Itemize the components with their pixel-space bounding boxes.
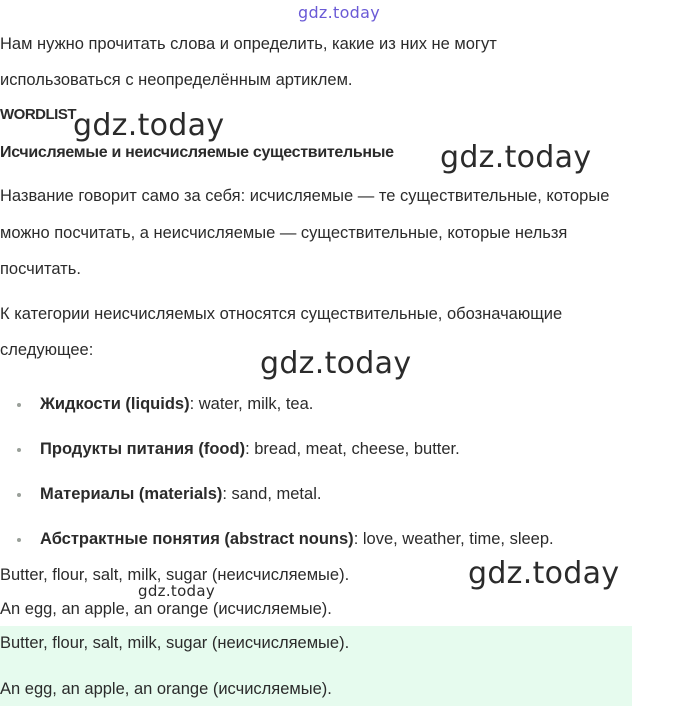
watermark-3: gdz.today	[260, 346, 412, 381]
intro-line-2: использоваться с неопределённым артиклем.	[0, 71, 353, 89]
answer-countable: An egg, an apple, an orange (исчисляемые).	[0, 600, 332, 618]
bullet-icon	[17, 403, 21, 407]
bullet-icon	[17, 538, 21, 542]
category-examples: : water, milk, tea.	[189, 395, 314, 413]
watermark-5: gdz.today	[138, 582, 216, 600]
category-examples: : sand, metal.	[222, 485, 322, 503]
categories-intro-line-1: К категории неисчисляемых относятся существительные, обозначающие	[0, 305, 563, 323]
category-term: Жидкости (liquids)	[40, 395, 190, 413]
list-item	[0, 472, 680, 517]
watermark-4: gdz.today	[468, 556, 620, 591]
categories-list	[0, 382, 680, 562]
highlighted-answer-countable: An egg, an apple, an orange (исчисляемые).	[0, 680, 332, 698]
definition-line-3: посчитать.	[0, 260, 81, 278]
categories-intro-line-2: следующее:	[0, 341, 94, 359]
watermark-2: gdz.today	[440, 140, 592, 175]
category-term: Продукты питания (food)	[40, 440, 246, 458]
highlighted-answer-uncountable: Butter, flour, salt, milk, sugar (неисчисляемые).	[0, 634, 350, 652]
list-item	[0, 382, 680, 427]
category-term: Материалы (materials)	[40, 485, 223, 503]
category-examples: : bread, meat, cheese, butter.	[245, 440, 460, 458]
category-term: Абстрактные понятия (abstract nouns)	[40, 530, 354, 548]
watermark-1: gdz.today	[73, 108, 225, 143]
section-subheading: Исчисляемые и неисчисляемые существительные	[0, 144, 394, 161]
definition-line-1: Название говорит само за себя: исчисляемые — те существительные, которые	[0, 187, 610, 205]
intro-line-1: Нам нужно прочитать слова и определить, какие из них не могут	[0, 35, 497, 53]
watermark-top: gdz.today	[298, 3, 380, 22]
bullet-icon	[17, 493, 21, 497]
bullet-icon	[17, 448, 21, 452]
answer-uncountable: Butter, flour, salt, milk, sugar (неисчисляемые).	[0, 566, 350, 584]
category-examples: : love, weather, time, sleep.	[353, 530, 554, 548]
list-item	[0, 427, 680, 472]
definition-line-2: можно посчитать, а неисчисляемые — существительные, которые нельзя	[0, 224, 568, 242]
wordlist-label: WORDLIST	[0, 106, 76, 123]
